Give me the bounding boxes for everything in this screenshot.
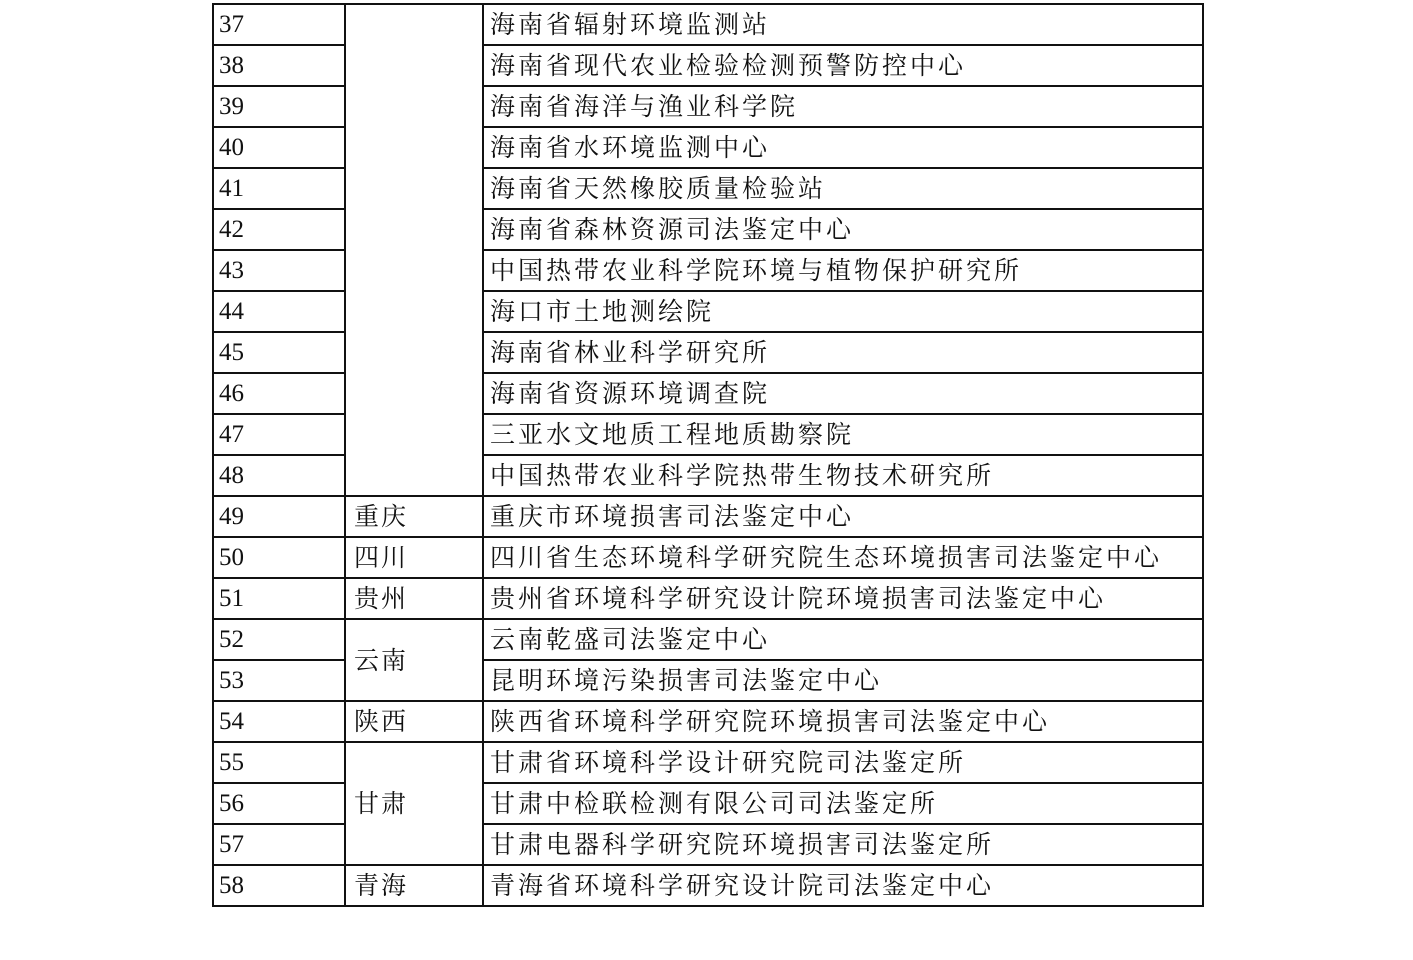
institution-name: 甘肃中检联检测有限公司司法鉴定所 (483, 783, 1203, 824)
row-number: 53 (213, 660, 345, 701)
table-row (213, 578, 1203, 619)
institution-table (212, 3, 1204, 907)
institution-name: 海南省天然橡胶质量检验站 (483, 168, 1203, 209)
row-number: 47 (213, 414, 345, 455)
row-number: 38 (213, 45, 345, 86)
institution-name: 陕西省环境科学研究院环境损害司法鉴定中心 (483, 701, 1203, 742)
province-cell: 青海 (345, 865, 483, 906)
institution-name: 甘肃省环境科学设计研究院司法鉴定所 (483, 742, 1203, 783)
institution-name: 海南省林业科学研究所 (483, 332, 1203, 373)
institution-name: 云南乾盛司法鉴定中心 (483, 619, 1203, 660)
row-number: 52 (213, 619, 345, 660)
row-number: 40 (213, 127, 345, 168)
row-number: 45 (213, 332, 345, 373)
institution-name: 海南省辐射环境监测站 (483, 4, 1203, 45)
institution-name: 海南省海洋与渔业科学院 (483, 86, 1203, 127)
row-number: 42 (213, 209, 345, 250)
table-row (213, 4, 1203, 45)
institution-name: 海南省现代农业检验检测预警防控中心 (483, 45, 1203, 86)
institution-name: 青海省环境科学研究设计院司法鉴定中心 (483, 865, 1203, 906)
institution-name: 中国热带农业科学院热带生物技术研究所 (483, 455, 1203, 496)
table-row (213, 496, 1203, 537)
row-number: 48 (213, 455, 345, 496)
table-row (213, 742, 1203, 783)
row-number: 39 (213, 86, 345, 127)
row-number: 37 (213, 4, 345, 45)
institution-name: 昆明环境污染损害司法鉴定中心 (483, 660, 1203, 701)
province-cell: 贵州 (345, 578, 483, 619)
table-row (213, 537, 1203, 578)
province-cell: 四川 (345, 537, 483, 578)
row-number: 46 (213, 373, 345, 414)
institution-list-page (212, 3, 1202, 907)
institution-name: 甘肃电器科学研究院环境损害司法鉴定所 (483, 824, 1203, 865)
institution-name: 四川省生态环境科学研究院生态环境损害司法鉴定中心 (483, 537, 1203, 578)
table-row (213, 619, 1203, 660)
province-cell: 云南 (345, 619, 483, 701)
row-number: 54 (213, 701, 345, 742)
row-number: 44 (213, 291, 345, 332)
institution-name: 海南省资源环境调查院 (483, 373, 1203, 414)
row-number: 57 (213, 824, 345, 865)
row-number: 49 (213, 496, 345, 537)
institution-name: 重庆市环境损害司法鉴定中心 (483, 496, 1203, 537)
row-number: 41 (213, 168, 345, 209)
province-cell: 陕西 (345, 701, 483, 742)
row-number: 55 (213, 742, 345, 783)
row-number: 58 (213, 865, 345, 906)
institution-name: 三亚水文地质工程地质勘察院 (483, 414, 1203, 455)
institution-name: 中国热带农业科学院环境与植物保护研究所 (483, 250, 1203, 291)
table-row (213, 865, 1203, 906)
province-cell (345, 4, 483, 496)
institution-name: 海南省水环境监测中心 (483, 127, 1203, 168)
row-number: 51 (213, 578, 345, 619)
row-number: 43 (213, 250, 345, 291)
row-number: 50 (213, 537, 345, 578)
province-cell: 重庆 (345, 496, 483, 537)
table-row (213, 701, 1203, 742)
row-number: 56 (213, 783, 345, 824)
institution-name: 海口市土地测绘院 (483, 291, 1203, 332)
institution-name: 贵州省环境科学研究设计院环境损害司法鉴定中心 (483, 578, 1203, 619)
institution-name: 海南省森林资源司法鉴定中心 (483, 209, 1203, 250)
province-cell: 甘肃 (345, 742, 483, 865)
